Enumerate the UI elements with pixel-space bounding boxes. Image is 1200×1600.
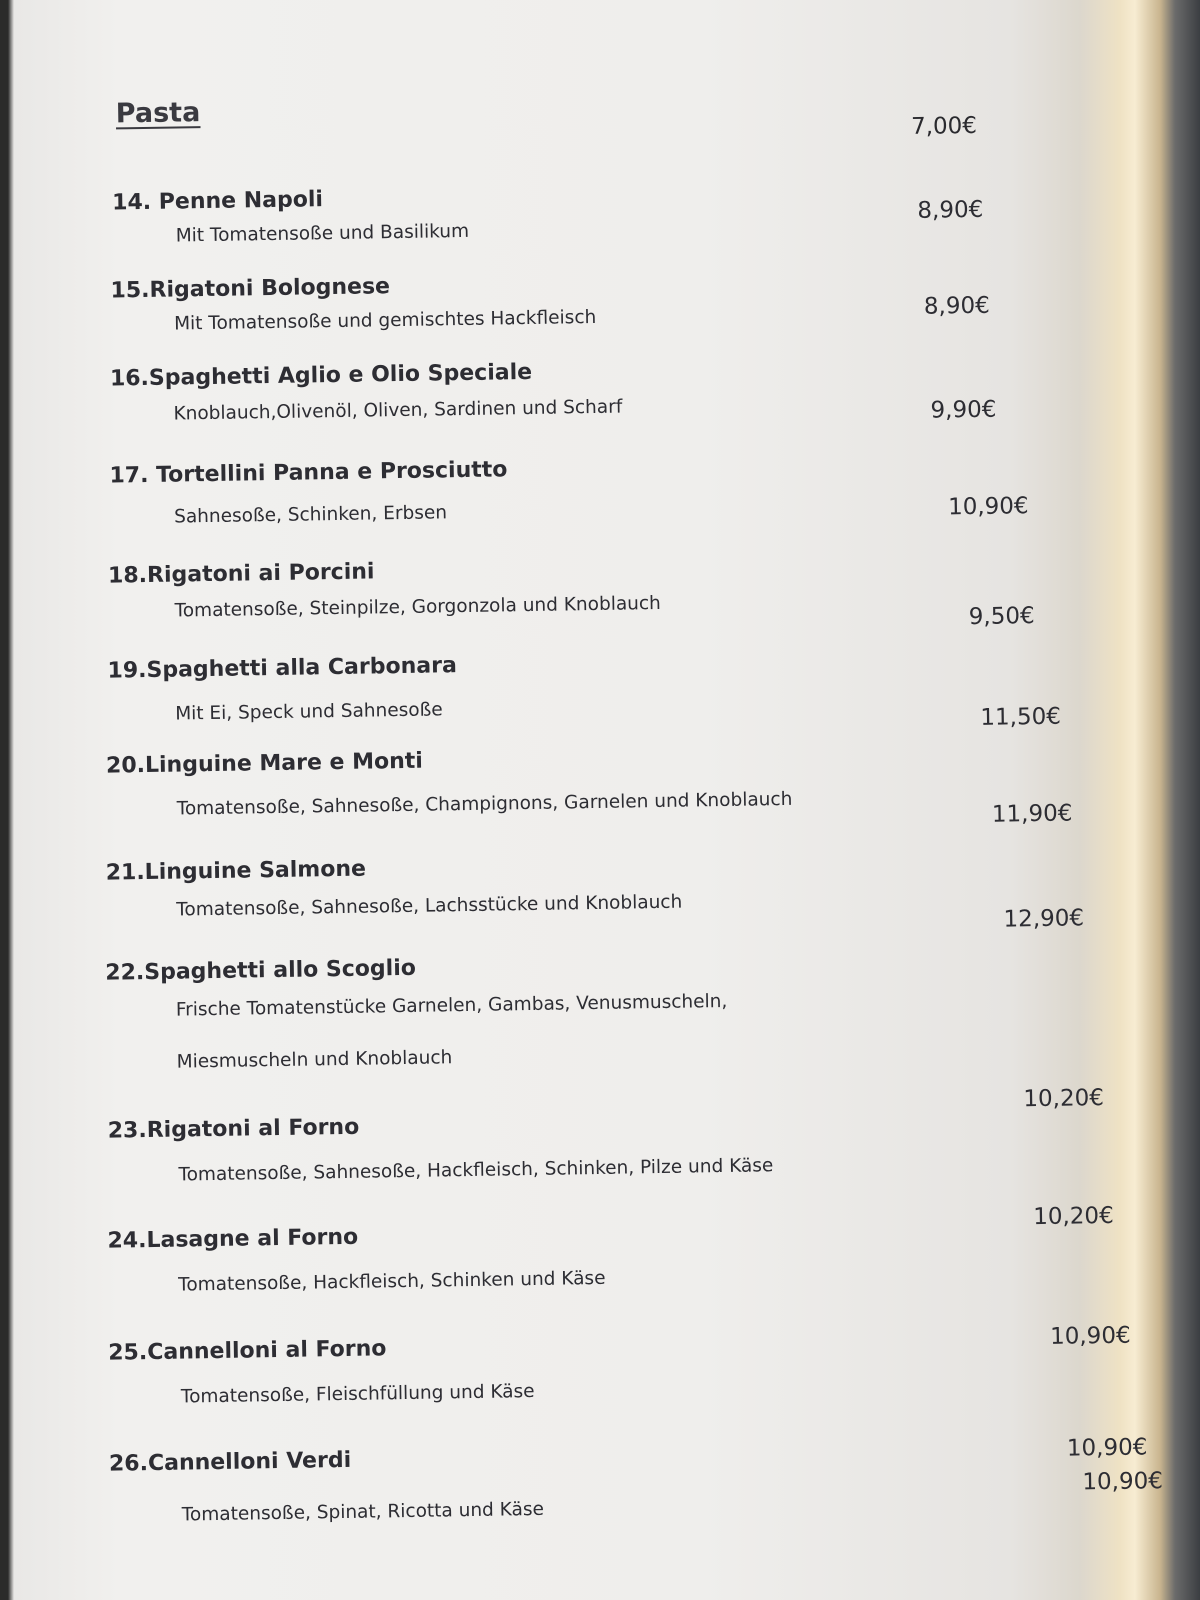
menu-item-name: 22.Spaghetti allo Scoglio [105,955,417,986]
menu-item [29,946,1105,1113]
menu-item-price: 8,90€ [917,196,984,224]
menu-item-description: Knoblauch,Olivenöl, Oliven, Sardinen und Scharf [173,396,623,425]
menu-item-name: 15.Rigatoni Bolognese [110,274,391,304]
menu-item-description: Tomatensoße, Sahnesoße, Champignons, Garnelen und Knoblauch [176,788,793,820]
menu-item-price: 10,90€ [947,493,1029,521]
menu-item [20,352,1060,425]
menu-item-description: Tomatensoße, Sahnesoße, Hackfleisch, Schinken, Pilze und Käse [178,1155,774,1186]
menu-item-name: 19.Spaghetti alla Carbonara [107,653,458,684]
section-title: Pasta [115,97,201,130]
menu-item-price: 9,90€ [930,396,997,424]
menu-item-price: 8,90€ [923,292,990,320]
menu-item-description: Mit Ei, Speck und Sahnesoße [175,699,443,725]
menu-item [17,176,1057,247]
menu-item-price: 10,90€ [1049,1322,1131,1350]
menu-item-price: 12,90€ [1003,905,1085,933]
menu-item-name: 26.Cannelloni Verdi [108,1447,352,1477]
menu-item-description: Tomatensoße, Fleischfüllung und Käse [180,1380,535,1408]
menu-item [24,644,1064,731]
menu-item-description: Miesmuscheln und Knoblauch [176,1047,453,1073]
menu-item [37,1436,1077,1526]
menu-item-description: Mit Tomatensoße und Basilikum [175,220,470,247]
menu-item-price: 10,20€ [1023,1085,1105,1113]
menu-item-description: Frische Tomatenstücke Garnelen, Gambas, Venusmuscheln, [175,990,728,1021]
menu-item [26,739,1073,828]
menu-item-price: 9,50€ [968,603,1035,631]
menu-item [18,264,1058,335]
menu-item-price: 11,50€ [980,703,1062,731]
menu-sheet [14,0,1179,1600]
menu-item-description: Mit Tomatensoße und gemischtes Hackfleisch [173,306,597,335]
menu-item-name: 20.Linguine Mare e Monti [105,748,424,779]
menu-item [23,549,1063,631]
menu-item-description: Tomatensoße, Steinpilze, Gorgonzola und Knoblauch [174,592,662,622]
menu-item-name: 25.Cannelloni al Forno [108,1336,387,1366]
menu-item-description: Tomatensoße, Spinat, Ricotta und Käse [181,1498,545,1526]
menu-item-price: 11,90€ [991,800,1073,828]
menu-item-name: 17. Tortellini Panna e Prosciutto [109,457,508,489]
section-first-price: 7,00€ [910,112,978,140]
menu-item-name: 21.Linguine Salmone [105,856,367,886]
menu-item-description: Tomatensoße, Sahnesoße, Lachsstücke und Knoblauch [176,891,683,921]
menu-item-name: 18.Rigatoni ai Porcini [107,559,375,589]
menu-item-name: 24.Lasagne al Forno [107,1224,359,1254]
menu-item [28,846,1085,933]
menu-item-description: Sahnesoße, Schinken, Erbsen [173,502,448,528]
menu-item-name: 16.Spaghetti Aglio e Olio Speciale [109,359,533,392]
menu-item-name: 23.Rigatoni al Forno [107,1114,360,1144]
menu-item-price: 10,20€ [1033,1202,1114,1231]
menu-item-description: Tomatensoße, Hackfleisch, Schinken und Käse [178,1267,606,1296]
menu-item [32,1104,1114,1231]
menu-item-price: 10,90€ [1082,1468,1164,1496]
menu-item-price: 10,90€ [1066,1434,1148,1462]
menu-item [21,449,1061,528]
menu-item-name: 14. Penne Napoli [112,187,324,216]
